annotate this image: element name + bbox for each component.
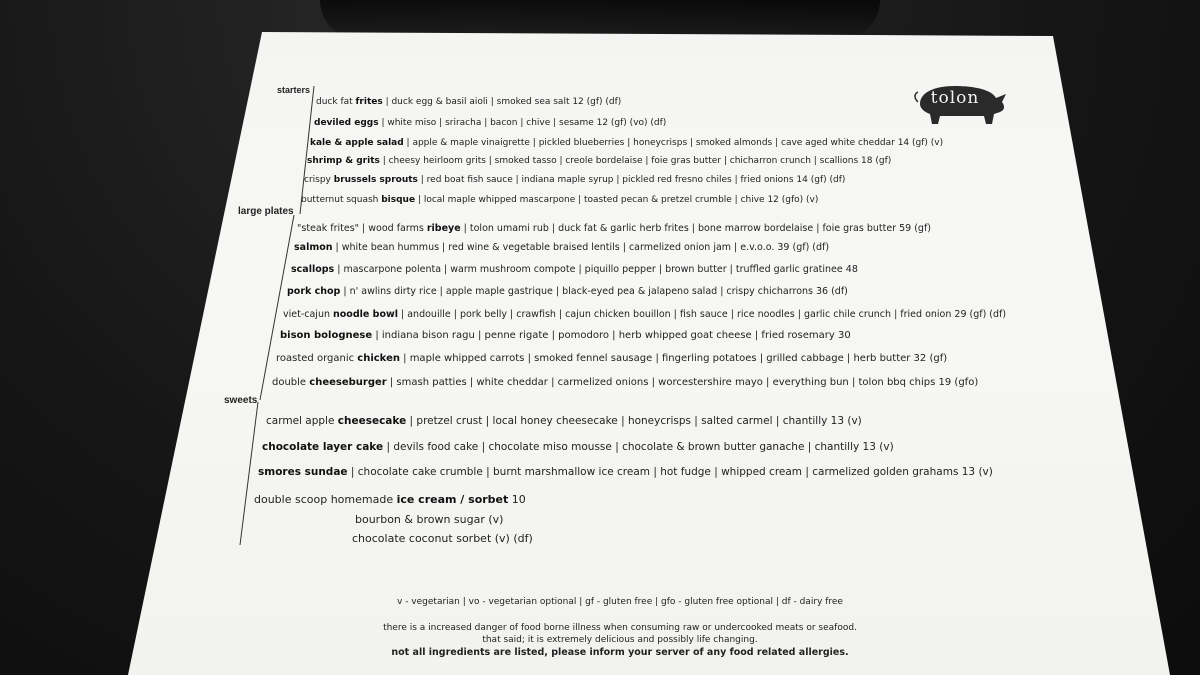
- allergy-notice: not all ingredients are listed, please inform your server of any food related allergies.: [391, 647, 849, 658]
- ice-cream-option: chocolate coconut sorbet (v) (df): [352, 532, 533, 545]
- section-label-sweets: sweets: [224, 395, 258, 406]
- menu-item: roasted organic chicken | maple whipped carrots | smoked fennel sausage | fingerling potatoes | grilled cabbage | herb butter 32 (gf): [276, 353, 948, 364]
- logo-text: tolon: [930, 88, 980, 108]
- menu-item: salmon | white bean hummus | red wine & vegetable braised lentils | carmelized onion jam | e.v.o.o. 39 (gf) (df): [294, 242, 830, 253]
- menu-item: carmel apple cheesecake | pretzel crust | local honey cheesecake | honeycrisps | salted carmel | chantilly 13 (v): [266, 415, 862, 427]
- section-label-starters: starters: [277, 85, 311, 95]
- menu-item: crispy brussels sprouts | red boat fish sauce | indiana maple syrup | pickled red fresno chiles | fried onions 14 (gf) (df): [304, 175, 846, 185]
- menu-item: deviled eggs | white miso | sriracha | bacon | chive | sesame 12 (gf) (vo) (df): [314, 118, 667, 128]
- section-label-large-plates: large plates: [238, 206, 294, 217]
- menu-item: pork chop | n' awlins dirty rice | apple maple gastrique | black-eyed pea & jalapeno salad | crispy chicharrons 36 (df): [287, 286, 848, 297]
- food-safety-note: that said; it is extremely delicious and possibly life changing.: [482, 635, 758, 645]
- menu-item: double scoop homemade ice cream / sorbet 10: [254, 493, 526, 506]
- menu-item: duck fat frites | duck egg & basil aioli | smoked sea salt 12 (gf) (df): [316, 97, 622, 107]
- menu-item: butternut squash bisque | local maple whipped mascarpone | toasted pecan & pretzel crumble | chive 12 (gfo) (v): [301, 195, 819, 205]
- food-safety-warning: there is a increased danger of food borne illness when consuming raw or undercooked meats or seafood.: [383, 623, 857, 633]
- menu-item: kale & apple salad | apple & maple vinaigrette | pickled blueberries | honeycrisps | smoked almonds | cave aged white cheddar 14 (gf) (v): [310, 138, 944, 148]
- menu-item: double cheeseburger | smash patties | white cheddar | carmelized onions | worcestershire mayo | everything bun | tolon bbq chips 19 (gfo): [272, 377, 979, 388]
- menu-item: "steak frites" | wood farms ribeye | tolon umami rub | duck fat & garlic herb frites | bone marrow bordelaise | foie gras butter 59 (gf): [297, 223, 932, 234]
- menu-item: shrimp & grits | cheesy heirloom grits | smoked tasso | creole bordelaise | foie gras butter | chicharron crunch | scallions 18 (gf): [307, 156, 892, 166]
- menu-item: viet-cajun noodle bowl | andouille | pork belly | crawfish | cajun chicken bouillon | fish sauce | rice noodles | garlic chile crunch | fried onion 29 (gf) (df): [283, 309, 1007, 320]
- menu-item: chocolate layer cake | devils food cake | chocolate miso mousse | chocolate & brown butter ganache | chantilly 13 (v): [262, 441, 894, 453]
- menu-item: scallops | mascarpone polenta | warm mushroom compote | piquillo pepper | brown butter | truffled garlic gratinee 48: [291, 264, 858, 275]
- menu-item: smores sundae | chocolate cake crumble | burnt marshmallow ice cream | hot fudge | whipped cream | carmelized golden grahams 13 (v): [258, 466, 993, 478]
- menu-item: bison bolognese | indiana bison ragu | penne rigate | pomodoro | herb whipped goat cheese | fried rosemary 30: [280, 330, 851, 341]
- ice-cream-option: bourbon & brown sugar (v): [355, 513, 504, 526]
- dietary-legend: v - vegetarian | vo - vegetarian optional | gf - gluten free | gfo - gluten free optional | df - dairy free: [397, 597, 843, 607]
